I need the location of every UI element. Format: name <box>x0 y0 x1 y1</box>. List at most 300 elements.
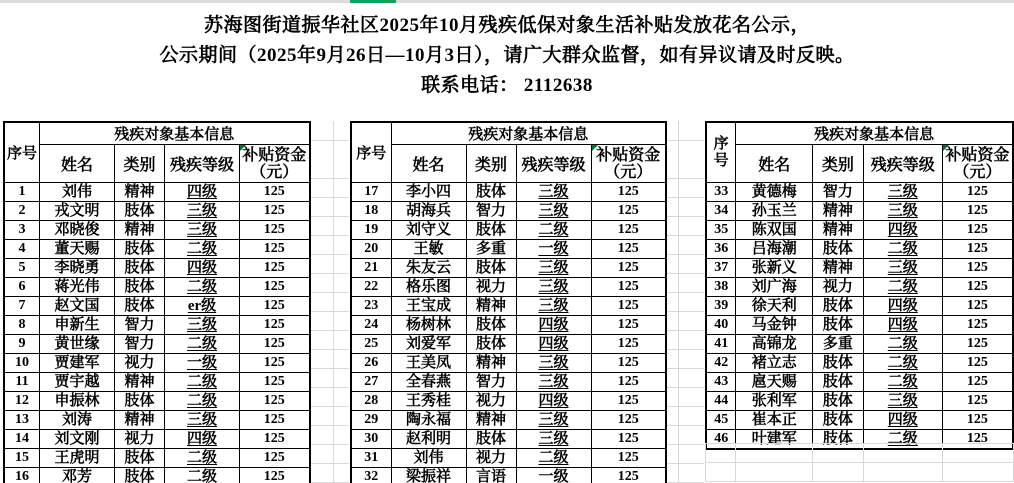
cell-level[interactable]: 三级 <box>516 297 591 316</box>
cell-category[interactable]: 肢体 <box>115 202 165 221</box>
cell-category[interactable]: 肢体 <box>115 297 165 316</box>
cell-category[interactable]: 精神 <box>115 411 165 430</box>
cell-name[interactable]: 杨树林 <box>391 316 466 335</box>
cell-name[interactable]: 王美凤 <box>391 354 466 373</box>
table-row <box>706 411 1013 430</box>
cell-name[interactable]: 马金钟 <box>736 316 813 335</box>
cell-no[interactable]: 44 <box>706 392 736 411</box>
table-row <box>351 335 666 354</box>
cell-amount[interactable]: 125 <box>240 392 310 411</box>
cell-no[interactable]: 21 <box>351 259 391 278</box>
cell-level[interactable]: 二级 <box>516 221 591 240</box>
table-row <box>351 354 666 373</box>
cell-level[interactable]: 二级 <box>863 335 942 354</box>
empty-cell[interactable] <box>706 444 736 463</box>
col-header-amount[interactable]: 补贴资金（元） <box>240 145 310 183</box>
cell-level[interactable]: 二级 <box>863 240 942 259</box>
cell-level[interactable]: 三级 <box>516 354 591 373</box>
notice-title <box>0 11 1014 101</box>
cell-amount[interactable]: 125 <box>591 297 666 316</box>
cell-level[interactable]: 二级 <box>165 392 240 411</box>
cell-level[interactable]: 四级 <box>516 335 591 354</box>
cell-no[interactable]: 4 <box>4 240 40 259</box>
col-header-basic-info[interactable]: 残疾对象基本信息 <box>736 122 1013 145</box>
cell-category[interactable]: 智力 <box>813 183 864 202</box>
cell-level[interactable]: 三级 <box>516 202 591 221</box>
cell-category[interactable]: 精神 <box>115 183 165 202</box>
cell-level[interactable]: 二级 <box>863 373 942 392</box>
col-header-category[interactable]: 类别 <box>813 145 864 183</box>
cell-name[interactable]: 陶永福 <box>391 411 466 430</box>
cell-no[interactable]: 30 <box>351 430 391 449</box>
cell-name[interactable]: 邓晓俊 <box>40 221 115 240</box>
empty-cell[interactable] <box>813 444 864 463</box>
cell-amount[interactable]: 125 <box>942 202 1013 221</box>
cell-amount[interactable]: 125 <box>240 316 310 335</box>
cell-name[interactable]: 刘伟 <box>40 183 115 202</box>
table-row <box>351 316 666 335</box>
cell-amount[interactable]: 125 <box>240 468 310 483</box>
table-row <box>4 354 310 373</box>
empty-cell[interactable] <box>736 444 813 463</box>
table-row <box>4 430 310 449</box>
table-row <box>4 297 310 316</box>
cell-no[interactable]: 11 <box>4 373 40 392</box>
cell-name[interactable]: 刘伟 <box>391 449 466 468</box>
cell-no[interactable]: 29 <box>351 411 391 430</box>
cell-name[interactable]: 刘文刚 <box>40 430 115 449</box>
cell-no[interactable]: 45 <box>706 411 736 430</box>
table-row <box>351 278 666 297</box>
cell-level[interactable]: 三级 <box>863 202 942 221</box>
empty-cell[interactable] <box>736 463 813 482</box>
table-row <box>4 221 310 240</box>
col-header-name[interactable]: 姓名 <box>391 145 466 183</box>
cell-level[interactable]: 二级 <box>863 354 942 373</box>
empty-cell[interactable] <box>706 463 736 482</box>
cell-level[interactable]: 三级 <box>516 373 591 392</box>
table-row <box>4 240 310 259</box>
cell-level[interactable]: 二级 <box>165 240 240 259</box>
cell-category[interactable]: 智力 <box>466 373 516 392</box>
cell-name[interactable]: 高锦龙 <box>736 335 813 354</box>
cell-name[interactable]: 叶建军 <box>736 430 813 450</box>
cell-amount[interactable]: 125 <box>240 449 310 468</box>
cell-name[interactable]: 张新义 <box>736 259 813 278</box>
cell-amount[interactable]: 125 <box>240 183 310 202</box>
cell-level[interactable]: 一级 <box>516 468 591 483</box>
cell-category[interactable]: 肢体 <box>466 259 516 278</box>
cell-category[interactable]: 视力 <box>115 354 165 373</box>
cell-name[interactable]: 邓芳 <box>40 468 115 483</box>
table-row <box>4 392 310 411</box>
cell-no[interactable]: 14 <box>4 430 40 449</box>
cell-no[interactable]: 15 <box>4 449 40 468</box>
cell-name[interactable]: 吕海潮 <box>736 240 813 259</box>
roster-table-group-3 <box>705 121 1014 450</box>
table-row <box>4 373 310 392</box>
cell-name[interactable]: 王宝成 <box>391 297 466 316</box>
cell-amount[interactable]: 125 <box>942 354 1013 373</box>
cell-level[interactable]: 四级 <box>863 411 942 430</box>
cell-no[interactable]: 7 <box>4 297 40 316</box>
col-header-basic-info[interactable]: 残疾对象基本信息 <box>391 122 666 145</box>
empty-cell[interactable] <box>943 444 1014 463</box>
cell-category[interactable]: 精神 <box>466 411 516 430</box>
cell-category[interactable]: 肢体 <box>813 240 864 259</box>
cell-level[interactable]: 四级 <box>863 297 942 316</box>
col-header-name[interactable]: 姓名 <box>736 145 813 183</box>
col-header-category[interactable]: 类别 <box>115 145 165 183</box>
cell-no[interactable]: 18 <box>351 202 391 221</box>
notice-phone-line: 联系电话： 2112638 <box>421 75 593 96</box>
cell-name[interactable]: 刘守义 <box>391 221 466 240</box>
cell-name[interactable]: 李小四 <box>391 183 466 202</box>
cell-amount[interactable]: 125 <box>591 430 666 449</box>
cell-name[interactable]: 戎文明 <box>40 202 115 221</box>
cell-no[interactable]: 38 <box>706 278 736 297</box>
cell-amount[interactable]: 125 <box>591 202 666 221</box>
cell-no[interactable]: 8 <box>4 316 40 335</box>
cell-amount[interactable]: 125 <box>591 354 666 373</box>
cell-category[interactable]: 多重 <box>813 335 864 354</box>
table-row <box>4 335 310 354</box>
cell-no[interactable]: 26 <box>351 354 391 373</box>
cell-category[interactable]: 肢体 <box>466 221 516 240</box>
cell-amount[interactable]: 125 <box>591 240 666 259</box>
cell-amount[interactable]: 125 <box>591 373 666 392</box>
cell-level[interactable]: 三级 <box>165 202 240 221</box>
cell-amount[interactable]: 125 <box>240 373 310 392</box>
table-row <box>351 449 666 468</box>
cell-level[interactable]: 四级 <box>516 392 591 411</box>
cell-amount[interactable]: 125 <box>942 430 1013 450</box>
cell-amount[interactable]: 125 <box>942 221 1013 240</box>
col-header-no[interactable]: 序号 <box>4 122 40 183</box>
comment-flag-icon <box>943 145 949 151</box>
empty-cell[interactable] <box>864 463 943 482</box>
cell-level[interactable]: 三级 <box>165 316 240 335</box>
cell-amount[interactable]: 125 <box>591 316 666 335</box>
cell-level[interactable]: 三级 <box>863 259 942 278</box>
cell-category[interactable]: 肢体 <box>813 354 864 373</box>
roster-table-group-1 <box>3 121 311 483</box>
cell-name[interactable]: 黄世缘 <box>40 335 115 354</box>
cell-no[interactable]: 35 <box>706 221 736 240</box>
cell-no[interactable]: 32 <box>351 468 391 483</box>
col-header-no[interactable]: 序号 <box>706 122 736 183</box>
cell-category[interactable]: 肢体 <box>115 278 165 297</box>
cell-name[interactable]: 董天赐 <box>40 240 115 259</box>
cell-amount[interactable]: 125 <box>591 221 666 240</box>
cell-name[interactable]: 申新生 <box>40 316 115 335</box>
cell-level[interactable]: 一级 <box>516 240 591 259</box>
cell-category[interactable]: 视力 <box>813 278 864 297</box>
cell-category[interactable]: 肢体 <box>466 316 516 335</box>
cell-category[interactable]: 精神 <box>813 221 864 240</box>
cell-category[interactable]: 肢体 <box>466 335 516 354</box>
table-row <box>351 240 666 259</box>
cell-no[interactable]: 31 <box>351 449 391 468</box>
cell-name[interactable]: 贾建军 <box>40 354 115 373</box>
table-row <box>4 468 310 483</box>
cell-no[interactable]: 22 <box>351 278 391 297</box>
cell-name[interactable]: 徐天利 <box>736 297 813 316</box>
cell-name[interactable]: 王虎明 <box>40 449 115 468</box>
cell-amount[interactable]: 125 <box>942 335 1013 354</box>
cell-category[interactable]: 肢体 <box>813 430 864 450</box>
cell-name[interactable]: 陈双国 <box>736 221 813 240</box>
cell-category[interactable]: 肢体 <box>813 373 864 392</box>
cell-amount[interactable]: 125 <box>591 259 666 278</box>
cell-name[interactable]: 王敏 <box>391 240 466 259</box>
cell-no[interactable]: 16 <box>4 468 40 483</box>
cell-category[interactable]: 智力 <box>466 202 516 221</box>
cell-amount[interactable]: 125 <box>240 259 310 278</box>
cell-amount[interactable]: 125 <box>240 335 310 354</box>
cell-amount[interactable]: 125 <box>240 278 310 297</box>
cell-level[interactable]: 四级 <box>863 221 942 240</box>
cell-level[interactable]: 二级 <box>863 430 942 450</box>
cell-name[interactable]: 孙玉兰 <box>736 202 813 221</box>
cell-name[interactable]: 王秀桂 <box>391 392 466 411</box>
cell-amount[interactable]: 125 <box>942 259 1013 278</box>
cell-name[interactable]: 黄德梅 <box>736 183 813 202</box>
cell-no[interactable]: 36 <box>706 240 736 259</box>
cell-level[interactable]: 三级 <box>516 430 591 449</box>
cell-name[interactable]: 赵利明 <box>391 430 466 449</box>
col-header-basic-info[interactable]: 残疾对象基本信息 <box>40 122 310 145</box>
cell-no[interactable]: 3 <box>4 221 40 240</box>
cell-amount[interactable]: 125 <box>942 240 1013 259</box>
cell-name[interactable]: 梁振祥 <box>391 468 466 483</box>
cell-level[interactable]: 三级 <box>516 259 591 278</box>
table-row <box>706 297 1013 316</box>
cell-no[interactable]: 2 <box>4 202 40 221</box>
background-gridlines <box>666 160 704 483</box>
table-row <box>706 259 1013 278</box>
cell-no[interactable]: 12 <box>4 392 40 411</box>
cell-level[interactable]: 三级 <box>165 221 240 240</box>
cell-category[interactable]: 精神 <box>813 202 864 221</box>
cell-name[interactable]: 赵文国 <box>40 297 115 316</box>
cell-category[interactable]: 肢体 <box>813 392 864 411</box>
cell-name[interactable]: 李晓勇 <box>40 259 115 278</box>
cell-level[interactable]: 三级 <box>516 278 591 297</box>
cell-category[interactable]: 视力 <box>466 449 516 468</box>
cell-amount[interactable]: 125 <box>591 183 666 202</box>
col-header-category[interactable]: 类别 <box>466 145 516 183</box>
cell-level[interactable]: 四级 <box>863 316 942 335</box>
cell-name[interactable]: 全春燕 <box>391 373 466 392</box>
cell-amount[interactable]: 125 <box>240 240 310 259</box>
table-row <box>706 221 1013 240</box>
cell-no[interactable]: 1 <box>4 183 40 202</box>
cell-category[interactable]: 多重 <box>466 240 516 259</box>
table-row <box>4 316 310 335</box>
cell-no[interactable]: 33 <box>706 183 736 202</box>
cell-category[interactable]: 肢体 <box>813 316 864 335</box>
cell-no[interactable]: 40 <box>706 316 736 335</box>
table-row <box>351 221 666 240</box>
cell-no[interactable]: 9 <box>4 335 40 354</box>
cell-level[interactable]: 二级 <box>516 449 591 468</box>
cell-no[interactable]: 23 <box>351 297 391 316</box>
cell-name[interactable]: 褚立志 <box>736 354 813 373</box>
cell-category[interactable]: 肢体 <box>115 468 165 483</box>
col-header-level[interactable]: 残疾等级 <box>863 145 942 183</box>
cell-no[interactable]: 41 <box>706 335 736 354</box>
cell-amount[interactable]: 125 <box>591 411 666 430</box>
cell-level[interactable]: 四级 <box>516 316 591 335</box>
cell-no[interactable]: 34 <box>706 202 736 221</box>
cell-category[interactable]: 智力 <box>115 316 165 335</box>
cell-category[interactable]: 精神 <box>813 259 864 278</box>
cell-category[interactable]: 肢体 <box>115 259 165 278</box>
cell-no[interactable]: 27 <box>351 373 391 392</box>
table-row <box>706 278 1013 297</box>
cell-no[interactable]: 37 <box>706 259 736 278</box>
cell-no[interactable]: 42 <box>706 354 736 373</box>
col-header-name[interactable]: 姓名 <box>40 145 115 183</box>
cell-amount[interactable]: 125 <box>240 354 310 373</box>
cell-category[interactable]: 肢体 <box>466 430 516 449</box>
cell-category[interactable]: 言语 <box>466 468 516 483</box>
cell-name[interactable]: 胡海兵 <box>391 202 466 221</box>
table-row <box>4 202 310 221</box>
cell-level[interactable]: 一级 <box>165 354 240 373</box>
table-row <box>351 183 666 202</box>
cell-name[interactable]: 蒋光伟 <box>40 278 115 297</box>
cell-category[interactable]: 精神 <box>115 373 165 392</box>
cell-category[interactable]: 肢体 <box>466 183 516 202</box>
cell-level[interactable]: 三级 <box>863 392 942 411</box>
empty-cell[interactable] <box>943 463 1014 482</box>
cell-level[interactable]: 三级 <box>516 183 591 202</box>
table-row <box>351 373 666 392</box>
empty-cell[interactable] <box>864 444 943 463</box>
cell-no[interactable]: 25 <box>351 335 391 354</box>
cell-level[interactable]: 二级 <box>863 278 942 297</box>
cell-amount[interactable]: 125 <box>942 316 1013 335</box>
cell-level[interactable]: 二级 <box>165 468 240 483</box>
cell-category[interactable]: 肢体 <box>115 240 165 259</box>
cell-category[interactable]: 肢体 <box>115 392 165 411</box>
col-header-level[interactable]: 残疾等级 <box>165 145 240 183</box>
cell-level[interactable]: 四级 <box>165 259 240 278</box>
cell-name[interactable]: 刘涛 <box>40 411 115 430</box>
col-header-amount[interactable]: 补贴资金（元） <box>591 145 666 183</box>
cell-category[interactable]: 精神 <box>115 221 165 240</box>
cell-category[interactable]: 精神 <box>466 297 516 316</box>
top-scrollbar-thumb[interactable] <box>350 0 396 3</box>
cell-name[interactable]: 格乐图 <box>391 278 466 297</box>
cell-amount[interactable]: 125 <box>591 278 666 297</box>
table-row <box>351 411 666 430</box>
cell-no[interactable]: 13 <box>4 411 40 430</box>
cell-name[interactable]: 崔本正 <box>736 411 813 430</box>
table-row <box>706 354 1013 373</box>
cell-category[interactable]: 视力 <box>115 430 165 449</box>
table-row <box>706 373 1013 392</box>
table-row <box>351 468 666 483</box>
cell-name[interactable]: 申振林 <box>40 392 115 411</box>
cell-category[interactable]: 精神 <box>466 354 516 373</box>
cell-amount[interactable]: 125 <box>240 297 310 316</box>
cell-no[interactable]: 17 <box>351 183 391 202</box>
cell-amount[interactable]: 125 <box>591 392 666 411</box>
cell-level[interactable]: 三级 <box>165 411 240 430</box>
cell-category[interactable]: 视力 <box>466 392 516 411</box>
cell-amount[interactable]: 125 <box>942 411 1013 430</box>
empty-row <box>706 463 1014 482</box>
cell-name[interactable]: 扈天赐 <box>736 373 813 392</box>
top-scrollbar-track[interactable] <box>0 0 1014 3</box>
cell-name[interactable]: 朱友云 <box>391 259 466 278</box>
cell-category[interactable]: 智力 <box>115 335 165 354</box>
cell-no[interactable]: 6 <box>4 278 40 297</box>
cell-level[interactable]: 二级 <box>165 373 240 392</box>
table-row <box>351 297 666 316</box>
col-header-level[interactable]: 残疾等级 <box>516 145 591 183</box>
cell-level[interactable]: 二级 <box>165 335 240 354</box>
cell-level[interactable]: er级 <box>165 297 240 316</box>
cell-no[interactable]: 46 <box>706 430 736 450</box>
cell-amount[interactable]: 125 <box>942 392 1013 411</box>
notice-title-line1: 苏海图街道振华社区2025年10月残疾低保对象生活补贴发放花名公示， <box>203 15 810 36</box>
cell-amount[interactable]: 125 <box>240 221 310 240</box>
cell-amount[interactable]: 125 <box>591 468 666 483</box>
cell-amount[interactable]: 125 <box>591 449 666 468</box>
cell-name[interactable]: 贾宇越 <box>40 373 115 392</box>
cell-no[interactable]: 10 <box>4 354 40 373</box>
col-header-no[interactable]: 序号 <box>351 122 391 183</box>
cell-amount[interactable]: 125 <box>240 430 310 449</box>
cell-name[interactable]: 张利军 <box>736 392 813 411</box>
cell-amount[interactable]: 125 <box>240 411 310 430</box>
cell-no[interactable]: 39 <box>706 297 736 316</box>
cell-no[interactable]: 24 <box>351 316 391 335</box>
table-row <box>4 183 310 202</box>
cell-amount[interactable]: 125 <box>591 335 666 354</box>
cell-category[interactable]: 肢体 <box>813 297 864 316</box>
cell-level[interactable]: 三级 <box>516 411 591 430</box>
table-row <box>351 202 666 221</box>
cell-no[interactable]: 20 <box>351 240 391 259</box>
cell-category[interactable]: 肢体 <box>115 449 165 468</box>
cell-amount[interactable]: 125 <box>942 297 1013 316</box>
cell-level[interactable]: 二级 <box>165 449 240 468</box>
cell-level[interactable]: 三级 <box>863 183 942 202</box>
cell-amount[interactable]: 125 <box>942 183 1013 202</box>
cell-level[interactable]: 四级 <box>165 183 240 202</box>
col-header-amount[interactable]: 补贴资金（元） <box>942 145 1013 183</box>
cell-no[interactable]: 43 <box>706 373 736 392</box>
cell-amount[interactable]: 125 <box>942 278 1013 297</box>
cell-amount[interactable]: 125 <box>240 202 310 221</box>
cell-name[interactable]: 刘广海 <box>736 278 813 297</box>
cell-level[interactable]: 二级 <box>165 278 240 297</box>
cell-category[interactable]: 肢体 <box>813 411 864 430</box>
cell-category[interactable]: 视力 <box>466 278 516 297</box>
cell-name[interactable]: 刘爱军 <box>391 335 466 354</box>
cell-no[interactable]: 28 <box>351 392 391 411</box>
cell-no[interactable]: 19 <box>351 221 391 240</box>
cell-no[interactable]: 5 <box>4 259 40 278</box>
cell-amount[interactable]: 125 <box>942 373 1013 392</box>
empty-cell[interactable] <box>813 463 864 482</box>
cell-level[interactable]: 四级 <box>165 430 240 449</box>
